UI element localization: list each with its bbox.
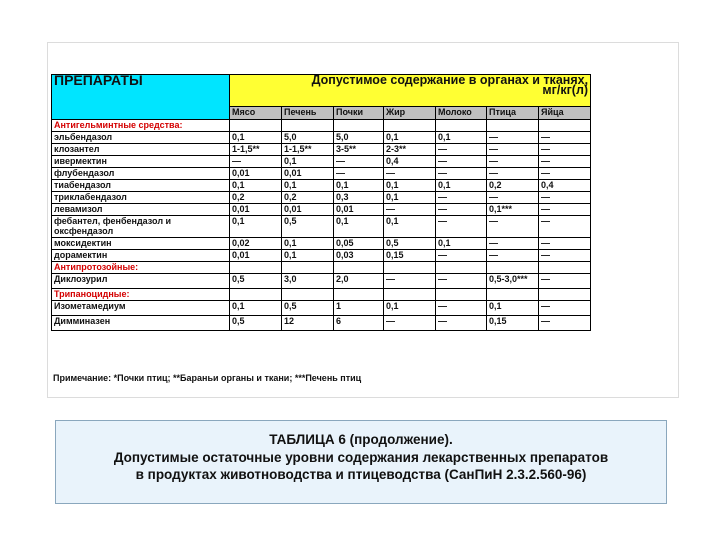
value-cell: — xyxy=(487,192,539,204)
value-cell: — xyxy=(436,168,487,180)
value-cell: — xyxy=(539,192,591,204)
table-row xyxy=(52,274,591,289)
value-cell: 0,1 xyxy=(282,180,334,192)
value-cell: 0,1 xyxy=(282,238,334,250)
table-row xyxy=(52,250,591,262)
value-cell: — xyxy=(487,156,539,168)
value-cell: 0,15 xyxy=(487,316,539,331)
value-cell: — xyxy=(230,156,282,168)
drug-name-line: флубендазол xyxy=(54,168,115,178)
value-cell: — xyxy=(539,238,591,250)
value-cell: — xyxy=(539,274,591,289)
value-cell: 0,4 xyxy=(384,156,436,168)
drug-name xyxy=(52,204,230,216)
empty-cell xyxy=(230,120,282,132)
empty-cell xyxy=(282,120,334,132)
empty-cell xyxy=(282,262,334,274)
section-row xyxy=(52,289,591,301)
header-content-line2: мг/кг(л) xyxy=(542,83,589,97)
value-cell: — xyxy=(539,316,591,331)
empty-cell xyxy=(334,289,384,301)
value-cell: 0,03 xyxy=(334,250,384,262)
value-cell: — xyxy=(539,216,591,238)
drug-name-line: Диклозурил xyxy=(54,274,108,284)
value-cell: 0,5 xyxy=(230,316,282,331)
drug-name xyxy=(52,238,230,250)
table-row xyxy=(52,180,591,192)
value-cell: 0,2 xyxy=(230,192,282,204)
value-cell: — xyxy=(487,132,539,144)
column-header: Яйца xyxy=(539,106,591,119)
drug-name xyxy=(52,180,230,192)
value-cell: — xyxy=(487,168,539,180)
table-row xyxy=(52,301,591,316)
empty-cell xyxy=(539,289,591,301)
value-cell: — xyxy=(436,250,487,262)
value-cell: — xyxy=(436,301,487,316)
value-cell: 0,15 xyxy=(384,250,436,262)
value-cell: 0,1 xyxy=(384,216,436,238)
value-cell: 0,1 xyxy=(282,250,334,262)
value-cell: 0,4 xyxy=(539,180,591,192)
table-row xyxy=(52,192,591,204)
value-cell: 3,0 xyxy=(282,274,334,289)
empty-cell xyxy=(487,262,539,274)
value-cell: — xyxy=(334,156,384,168)
value-cell: 0,1 xyxy=(436,132,487,144)
value-cell: 12 xyxy=(282,316,334,331)
value-cell: 0,1 xyxy=(384,301,436,316)
value-cell: — xyxy=(539,250,591,262)
header-content-title xyxy=(230,75,591,107)
column-header: Жир xyxy=(384,106,436,119)
caption-line3: в продуктах животноводства и птицеводства (СанПиН 2.3.2.560-96) xyxy=(135,467,587,482)
value-cell: 0,02 xyxy=(230,238,282,250)
header-content-line1: Допустимое содержание в органах и тканях, xyxy=(311,74,589,87)
column-header: Мясо xyxy=(230,106,282,119)
value-cell: 0,5 xyxy=(384,238,436,250)
slide-content xyxy=(47,42,679,398)
drug-name xyxy=(52,316,230,331)
value-cell: — xyxy=(436,192,487,204)
table-row xyxy=(52,144,591,156)
value-cell: 0,2 xyxy=(487,180,539,192)
value-cell: — xyxy=(539,168,591,180)
empty-cell xyxy=(539,262,591,274)
value-cell: 2-3** xyxy=(384,144,436,156)
caption-title: ТАБЛИЦА 6 (продолжение). xyxy=(269,432,453,447)
section-title: Антипротозойные: xyxy=(52,262,230,274)
drug-name xyxy=(52,144,230,156)
column-header: Печень xyxy=(282,106,334,119)
table-row xyxy=(52,316,591,331)
column-header: Почки xyxy=(334,106,384,119)
value-cell: — xyxy=(436,204,487,216)
value-cell: 3-5** xyxy=(334,144,384,156)
slide-caption xyxy=(55,420,667,504)
table-row xyxy=(52,204,591,216)
drug-name-line: фебантел, фенбендазол и xyxy=(54,216,172,226)
header-preparations: ПРЕПАРАТЫ xyxy=(52,75,230,120)
drug-name-line: ивермектин xyxy=(54,156,107,166)
value-cell: 0,3 xyxy=(334,192,384,204)
value-cell: — xyxy=(487,238,539,250)
value-cell: 5,0 xyxy=(334,132,384,144)
value-cell: — xyxy=(334,168,384,180)
empty-cell xyxy=(436,262,487,274)
section-row xyxy=(52,120,591,132)
drug-name-line: тиабендазол xyxy=(54,180,112,190)
empty-cell xyxy=(334,262,384,274)
table-row xyxy=(52,216,591,238)
drug-name-line: клозантел xyxy=(54,144,100,154)
value-cell: 0,1 xyxy=(487,301,539,316)
drug-name-line: моксидектин xyxy=(54,238,112,248)
empty-cell xyxy=(384,120,436,132)
value-cell: 0,1 xyxy=(334,216,384,238)
empty-cell xyxy=(384,289,436,301)
value-cell: — xyxy=(539,301,591,316)
value-cell: 0,1 xyxy=(230,180,282,192)
value-cell: — xyxy=(436,316,487,331)
residue-limits-table xyxy=(51,74,591,331)
caption-line2: Допустимые остаточные уровни содержания лекарственных препаратов xyxy=(113,449,609,465)
value-cell: 1-1,5** xyxy=(230,144,282,156)
value-cell: 0,1 xyxy=(436,180,487,192)
value-cell: — xyxy=(384,204,436,216)
value-cell: 1 xyxy=(334,301,384,316)
value-cell: 0,01 xyxy=(282,204,334,216)
value-cell: 6 xyxy=(334,316,384,331)
value-cell: 0,01 xyxy=(230,250,282,262)
drug-name-line: триклабендазол xyxy=(54,192,127,202)
section-title: Трипаноцидные: xyxy=(52,289,230,301)
value-cell: — xyxy=(436,216,487,238)
value-cell: 0,1 xyxy=(230,132,282,144)
value-cell: — xyxy=(384,168,436,180)
section-row xyxy=(52,262,591,274)
value-cell: 0,01 xyxy=(230,168,282,180)
value-cell: 0,01 xyxy=(334,204,384,216)
drug-name xyxy=(52,156,230,168)
value-cell: 0,1 xyxy=(384,132,436,144)
value-cell: 0,1 xyxy=(282,156,334,168)
value-cell: 0,5 xyxy=(230,274,282,289)
drug-name xyxy=(52,250,230,262)
value-cell: 0,5 xyxy=(282,301,334,316)
value-cell: 0,1 xyxy=(384,192,436,204)
drug-name-line: эльбендазол xyxy=(54,132,113,142)
empty-cell xyxy=(436,289,487,301)
value-cell: 0,01 xyxy=(230,204,282,216)
drug-name xyxy=(52,301,230,316)
value-cell: 0,5-3,0*** xyxy=(487,274,539,289)
value-cell: 0,1 xyxy=(334,180,384,192)
drug-name xyxy=(52,192,230,204)
value-cell: 2,0 xyxy=(334,274,384,289)
section-title: Антигельминтные средства: xyxy=(52,120,230,132)
value-cell: 0,1 xyxy=(230,216,282,238)
empty-cell xyxy=(487,120,539,132)
value-cell: — xyxy=(436,274,487,289)
value-cell: — xyxy=(487,144,539,156)
table-note: Примечание: *Почки птиц; **Бараньи органы и ткани; ***Печень птиц xyxy=(53,373,362,383)
value-cell: — xyxy=(384,316,436,331)
drug-name xyxy=(52,216,230,238)
value-cell: 0,05 xyxy=(334,238,384,250)
value-cell: 0,1 xyxy=(436,238,487,250)
empty-cell xyxy=(334,120,384,132)
drug-name xyxy=(52,274,230,289)
table-header-row xyxy=(52,75,591,107)
value-cell: 0,2 xyxy=(282,192,334,204)
drug-name xyxy=(52,168,230,180)
value-cell: — xyxy=(539,132,591,144)
value-cell: — xyxy=(487,250,539,262)
empty-cell xyxy=(230,289,282,301)
empty-cell xyxy=(436,120,487,132)
drug-name-line: оксфендазол xyxy=(54,226,114,236)
value-cell: 0,1 xyxy=(230,301,282,316)
drug-name xyxy=(52,132,230,144)
value-cell: — xyxy=(436,144,487,156)
table-row xyxy=(52,156,591,168)
drug-name-line: левамизол xyxy=(54,204,103,214)
value-cell: — xyxy=(436,156,487,168)
value-cell: — xyxy=(539,144,591,156)
column-header: Молоко xyxy=(436,106,487,119)
drug-name-line: Димминазен xyxy=(54,316,111,326)
value-cell: 0,1*** xyxy=(487,204,539,216)
value-cell: — xyxy=(539,204,591,216)
empty-cell xyxy=(539,120,591,132)
drug-name-line: Изометамедиум xyxy=(54,301,126,311)
table-row xyxy=(52,132,591,144)
value-cell: 5,0 xyxy=(282,132,334,144)
drug-name-line: дорамектин xyxy=(54,250,108,260)
table-row xyxy=(52,238,591,250)
value-cell: 0,1 xyxy=(384,180,436,192)
value-cell: 0,01 xyxy=(282,168,334,180)
value-cell: — xyxy=(539,156,591,168)
value-cell: — xyxy=(487,216,539,238)
value-cell: 0,5 xyxy=(282,216,334,238)
value-cell: 1-1,5** xyxy=(282,144,334,156)
value-cell: — xyxy=(384,274,436,289)
table-row xyxy=(52,168,591,180)
empty-cell xyxy=(384,262,436,274)
column-header: Птица xyxy=(487,106,539,119)
empty-cell xyxy=(230,262,282,274)
empty-cell xyxy=(487,289,539,301)
empty-cell xyxy=(282,289,334,301)
